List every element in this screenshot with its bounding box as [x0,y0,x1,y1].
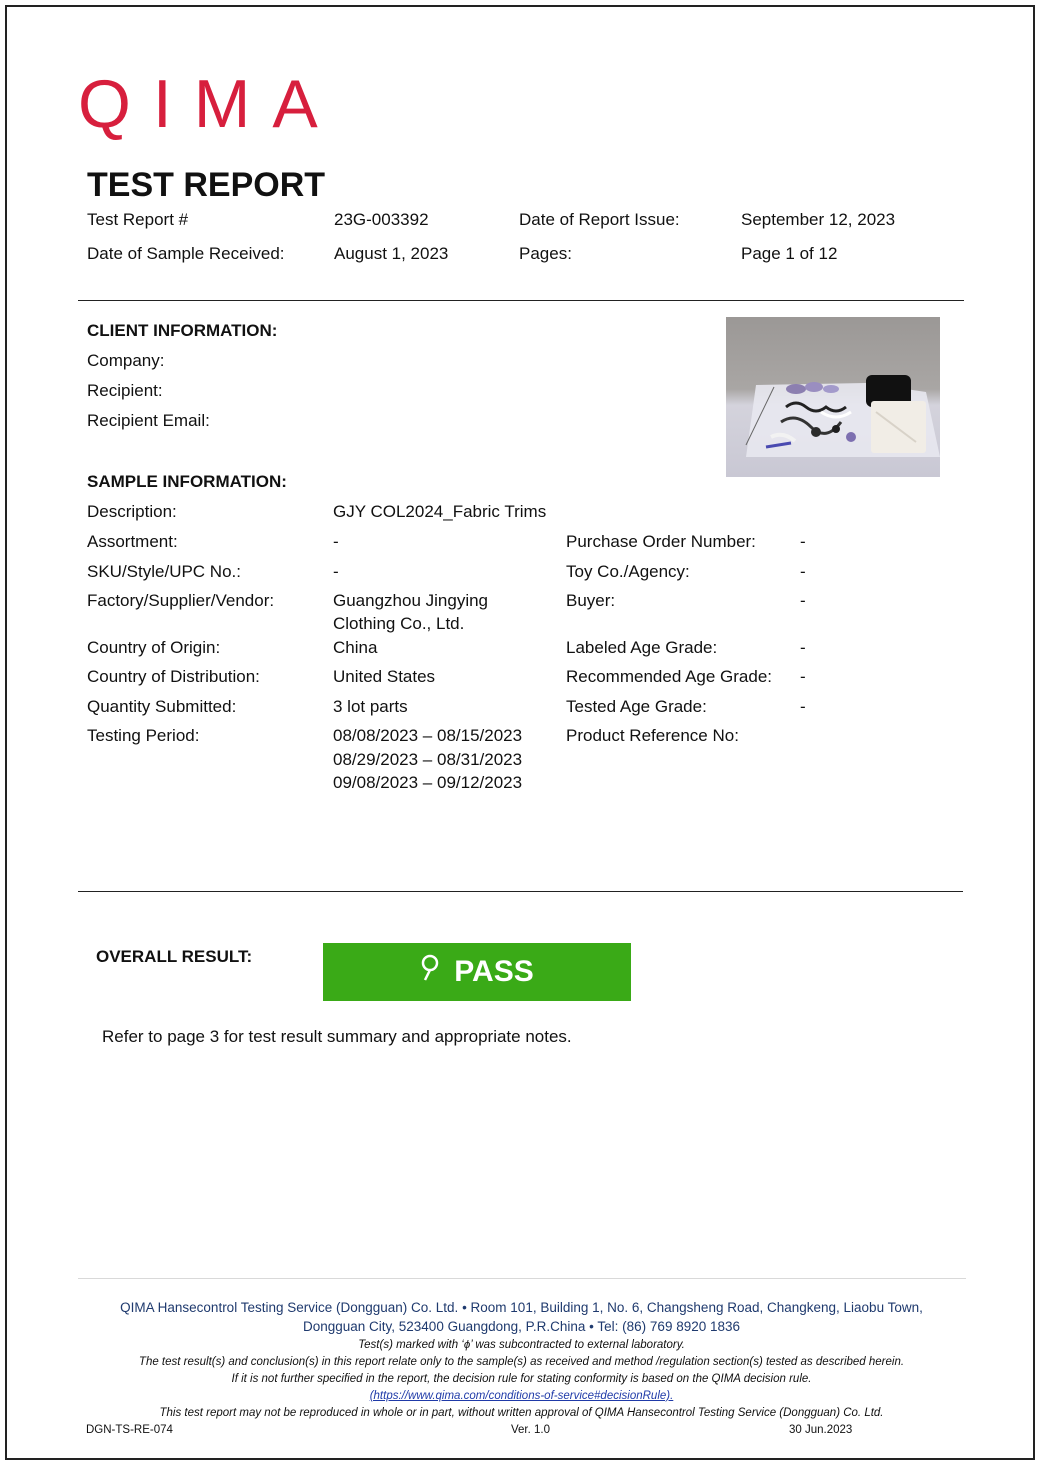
toy-agency-label: Toy Co./Agency: [566,562,690,581]
pass-text: PASS [454,955,534,988]
result-note: Refer to page 3 for test result summary and appropriate notes. [102,1027,572,1046]
decision-rule-link[interactable]: (https://www.qima.com/conditions-of-service#decisionRule). [369,1390,674,1402]
distribution-label: Country of Distribution: [87,667,260,686]
description-label: Description: [87,502,177,521]
testing-period-2: 08/29/2023 – 08/31/2023 [333,750,523,769]
testing-period-1: 08/08/2023 – 08/15/2023 [333,726,523,745]
assortment-label: Assortment: [87,532,178,551]
footer-link-line [0,1390,1043,1402]
pages-label: Pages: [519,244,572,263]
product-ref-label: Product Reference No: [566,726,739,745]
toy-agency-value: - [800,562,806,581]
issue-date-label: Date of Report Issue: [519,210,680,229]
factory-value-line2: Clothing Co., Ltd. [333,614,465,633]
client-heading: CLIENT INFORMATION: [87,321,278,340]
footer-note-2: The test result(s) and conclusion(s) in this report relate only to the sample(s) as received and method /regulation section(s) tested as described herein. [138,1356,905,1368]
origin-label: Country of Origin: [87,638,221,657]
doc-code: DGN-TS-RE-074 [86,1424,173,1436]
factory-value-line1: Guangzhou Jingying [333,591,489,610]
buyer-label: Buyer: [566,591,616,610]
pass-emblem-icon [420,954,440,990]
origin-value: China [333,638,378,657]
footer-note-3: If it is not further specified in the report, the decision rule for stating conformity is based on the QIMA decision rule. [231,1373,812,1385]
doc-date: 30 Jun.2023 [789,1424,853,1436]
quantity-value: 3 lot parts [333,697,408,716]
footer-note-1: Test(s) marked with ‘ϕ’ was subcontracted to external laboratory. [358,1339,685,1351]
tested-age-label: Tested Age Grade: [566,697,707,716]
labeled-age-label: Labeled Age Grade: [566,638,718,657]
report-number: 23G-003392 [334,210,429,229]
pass-badge [323,943,631,1001]
report-number-label: Test Report # [87,210,189,229]
quantity-label: Quantity Submitted: [87,697,237,716]
po-label: Purchase Order Number: [566,532,756,551]
company-label: Company: [87,351,165,370]
footer-address-2: Dongguan City, 523400 Guangdong, P.R.China • Tel: (86) 769 8920 1836 [302,1319,741,1334]
qima-logo: QIMA [78,66,340,142]
description-value: GJY COL2024_Fabric Trims [333,502,547,521]
footer-address-1: QIMA Hansecontrol Testing Service (Dongguan) Co. Ltd. • Room 101, Building 1, No. 6, Changsheng Road, Changkeng, Liaobu Town, [120,1300,923,1315]
labeled-age-value: - [800,638,806,657]
testing-period-3: 09/08/2023 – 09/12/2023 [333,773,523,792]
divider [78,891,963,892]
footer-note-4: This test report may not be reproduced in whole or in part, without written approval of QIMA Hansecontrol Testing Service (Dongguan) Co. Ltd. [159,1407,884,1419]
sample-photo [726,317,940,477]
buyer-value: - [800,591,806,610]
divider [78,300,964,301]
received-date: August 1, 2023 [334,244,449,263]
issue-date: September 12, 2023 [741,210,896,229]
sample-photo-drawing [726,317,940,477]
distribution-value: United States [333,667,436,686]
pages-value: Page 1 of 12 [741,244,838,263]
factory-label: Factory/Supplier/Vendor: [87,591,275,610]
po-value: - [800,532,806,551]
recipient-email-label: Recipient Email: [87,411,210,430]
footer-divider [78,1278,966,1279]
sample-heading: SAMPLE INFORMATION: [87,472,287,491]
recipient-label: Recipient: [87,381,163,400]
tested-age-value: - [800,697,806,716]
recommended-age-label: Recommended Age Grade: [566,667,773,686]
report-title: TEST REPORT [87,166,326,204]
doc-version: Ver. 1.0 [511,1424,551,1436]
testing-period-label: Testing Period: [87,726,200,745]
received-date-label: Date of Sample Received: [87,244,285,263]
recommended-age-value: - [800,667,806,686]
sku-value: - [333,562,339,581]
overall-result-label: OVERALL RESULT: [96,947,253,966]
assortment-value: - [333,532,339,551]
sku-label: SKU/Style/UPC No.: [87,562,241,581]
